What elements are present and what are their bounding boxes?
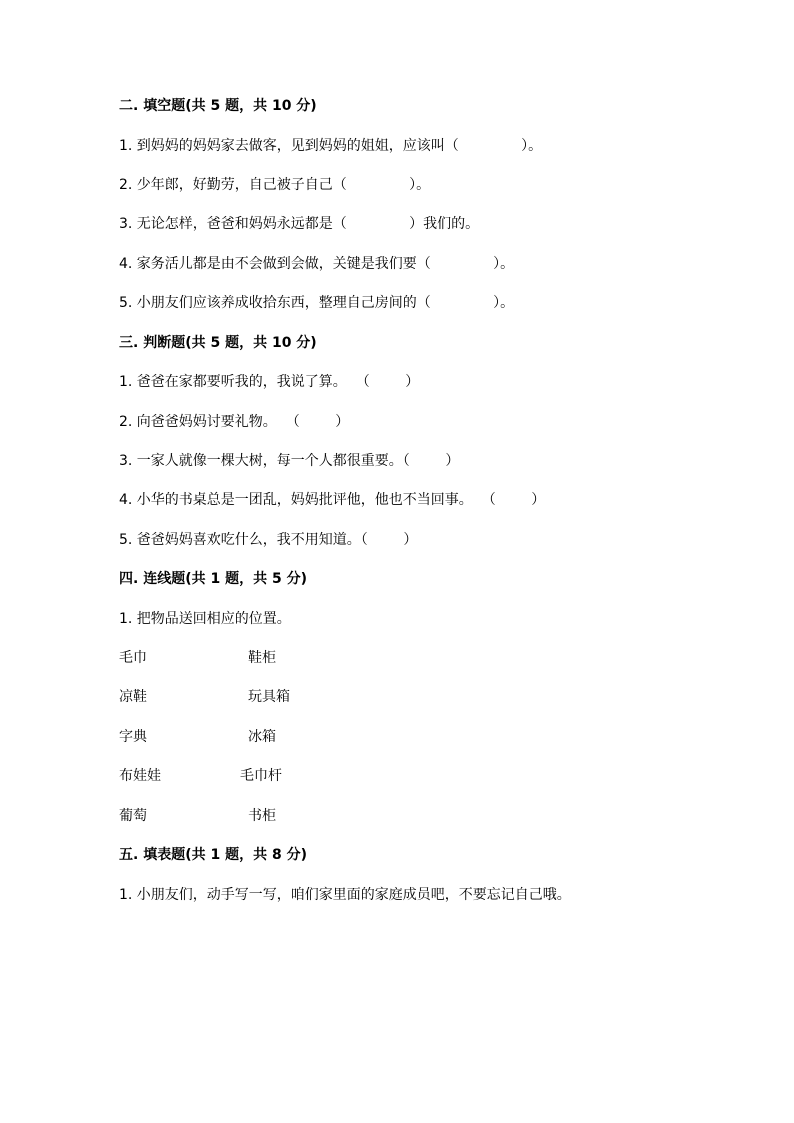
matching-left-item: 布娃娃 [119, 768, 161, 784]
fill-in-question-3: 3. 无论怎样，爸爸和妈妈永远都是（ ）我们的。 [119, 216, 480, 232]
matching-left-item: 凉鞋 [119, 689, 147, 705]
matching-left-item: 字典 [119, 729, 147, 745]
true-false-question-4: 4. 小华的书桌总是一团乱，妈妈批评他，他也不当回事。 （ ） [119, 492, 546, 508]
true-false-question-2: 2. 向爸爸妈妈讨要礼物。 （ ） [119, 414, 350, 430]
fill-in-question-4: 4. 家务活儿都是由不会做到会做，关键是我们要（ ）。 [119, 256, 515, 272]
true-false-question-5: 5. 爸爸妈妈喜欢吃什么，我不用知道。（ ） [119, 532, 418, 548]
section-heading-true-false: 三. 判断题(共 5 题，共 10 分) [119, 335, 317, 351]
table-question-1: 1. 小朋友们，动手写一写，咱们家里面的家庭成员吧，不要忘记自己哦。 [119, 887, 571, 903]
matching-left-item: 葡萄 [119, 808, 147, 824]
matching-right-item: 书柜 [248, 808, 276, 824]
fill-in-question-2: 2. 少年郎，好勤劳，自己被子自己（ ）。 [119, 177, 431, 193]
section-heading-matching: 四. 连线题(共 1 题，共 5 分) [119, 571, 307, 587]
matching-right-item: 玩具箱 [248, 689, 290, 705]
matching-question-1: 1. 把物品送回相应的位置。 [119, 611, 291, 627]
section-heading-table: 五. 填表题(共 1 题，共 8 分) [119, 847, 307, 863]
matching-right-item: 毛巾杆 [240, 768, 282, 784]
section-heading-fill-in: 二. 填空题(共 5 题，共 10 分) [119, 98, 317, 114]
true-false-question-1: 1. 爸爸在家都要听我的，我说了算。 （ ） [119, 374, 420, 390]
matching-right-item: 鞋柜 [248, 650, 276, 666]
fill-in-question-5: 5. 小朋友们应该养成收拾东西，整理自己房间的（ ）。 [119, 295, 515, 311]
true-false-question-3: 3. 一家人就像一棵大树，每一个人都很重要。（ ） [119, 453, 460, 469]
matching-left-item: 毛巾 [119, 650, 147, 666]
matching-right-item: 冰箱 [248, 729, 276, 745]
fill-in-question-1: 1. 到妈妈的妈妈家去做客，见到妈妈的姐姐，应该叫（ ）。 [119, 138, 543, 154]
